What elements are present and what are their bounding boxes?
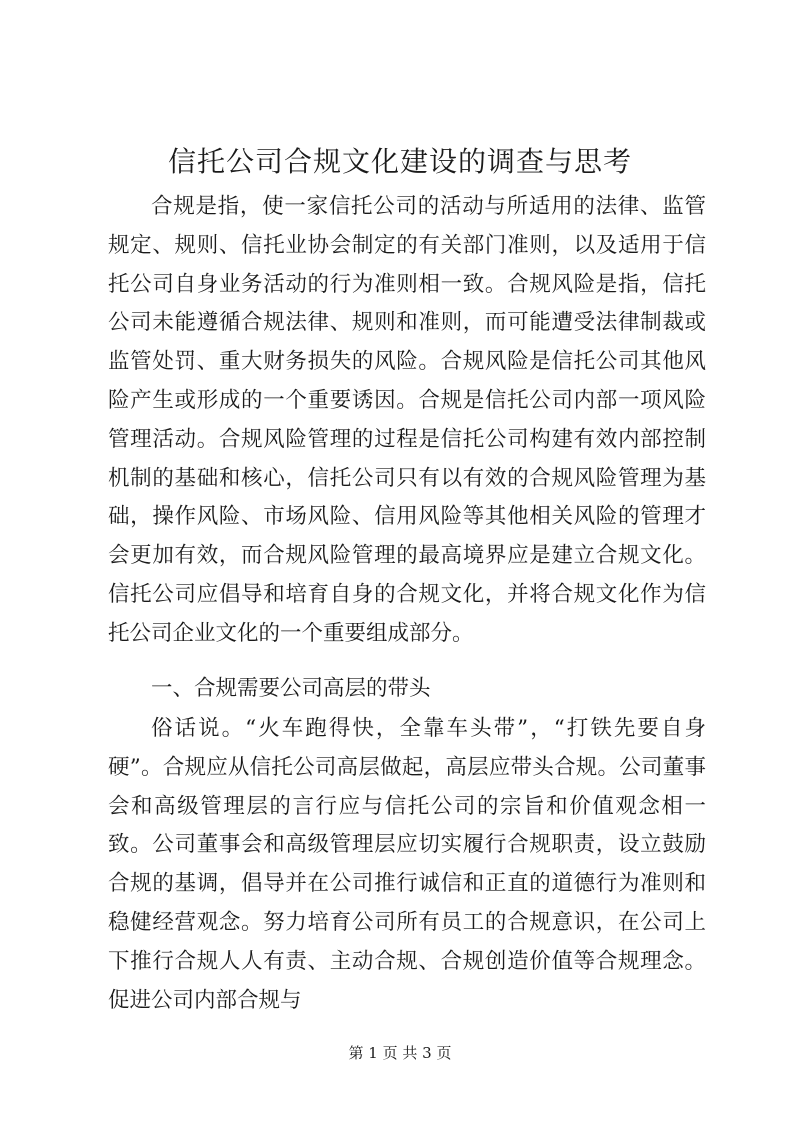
document-title: 信托公司合规文化建设的调查与思考: [167, 145, 632, 178]
paragraph-leadership: 俗话说。“火车跑得快，全靠车头带”，“打铁先要自身硬”。合规应从信托公司高层做起，高层应带头合规。公司董事会和高级管理层的言行应与信托公司的宗旨和价值观念相一致。公司董事会和高级管理层应切实履行合规职责，设立鼓励合规的基调，倡导并在公司推行诚信和正直的道德行为准则和稳健经营观念。努力培育公司所有员工的合规意识，在公司上下推行合规人人有责、主动合规、合规创造价值等合规理念。促进公司内部合规与: [108, 716, 706, 1013]
page-footer: 第 1 页 共 3 页: [348, 1044, 452, 1062]
section-heading-leadership: 一、合规需要公司高层的带头: [151, 676, 431, 701]
paragraph-compliance-definition: 合规是指，使一家信托公司的活动与所适用的法律、监管规定、规则、信托业协会制定的有关部门准则，以及适用于信托公司自身业务活动的行为准则相一致。合规风险是指，信托公司未能遵循合规法律、规则和准则，而可能遭受法律制裁或监管处罚、重大财务损失的风险。合规风险是信托公司其他风险产生或形成的一个重要诱因。合规是信托公司内部一项风险管理活动。合规风险管理的过程是信托公司构建有效内部控制机制的基础和核心，信托公司只有以有效的合规风险管理为基础，操作风险、市场风险、信用风险等其他相关风险的管理才会更加有效，而合规风险管理的最高境界应是建立合规文化。信托公司应倡导和培育自身的合规文化，并将合规文化作为信托公司企业文化的一个重要组成部分。: [108, 194, 706, 646]
